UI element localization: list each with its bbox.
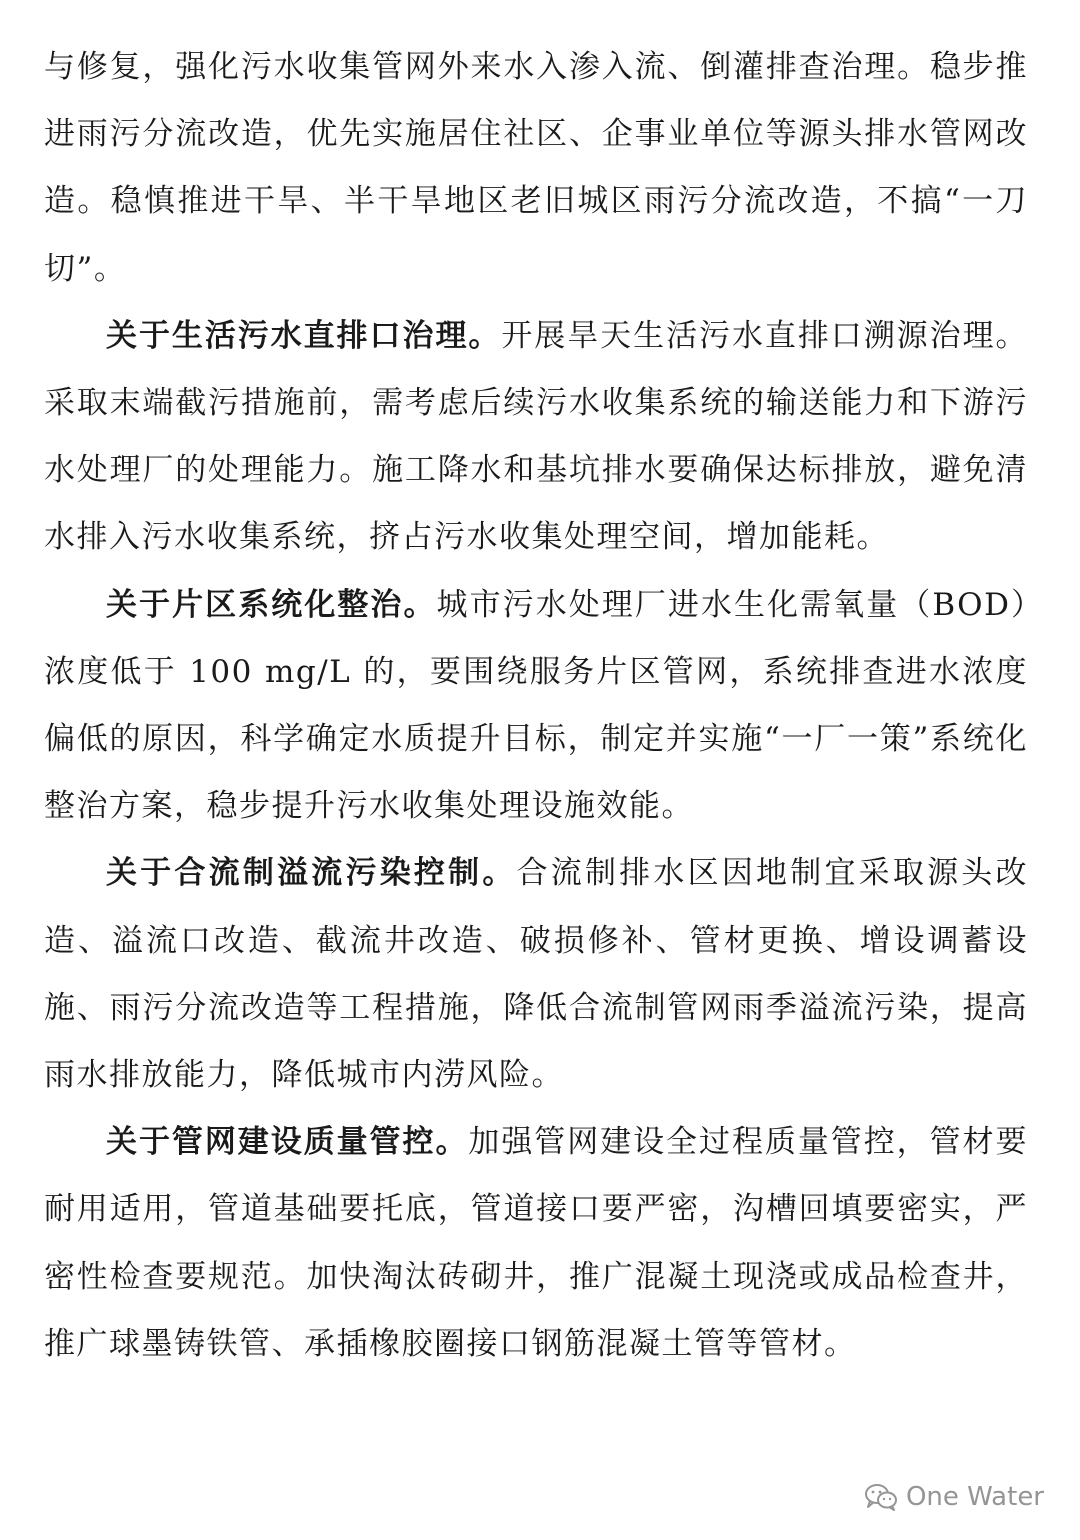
paragraph-text: 与修复，强化污水收集管网外来水入渗入流、倒灌排查治理。稳步推进雨污分流改造，优先实施居住社区、企事业单位等源头排水管网改造。稳慎推进干旱、半干旱地区老旧城区雨污分流改造，不搞“一刀切”。: [44, 49, 1028, 287]
paragraph-sewage-outfall: [44, 303, 1028, 572]
watermark: [864, 1482, 1044, 1512]
document-body: [44, 34, 1028, 1378]
paragraph-title: 关于生活污水直排口治理。: [106, 317, 502, 354]
paragraph-text: 加强管网建设全过程质量管控，管材要耐用适用，管道基础要托底，管道接口要严密，沟槽回填要密实，严密性检查要规范。加快淘汰砖砌井，推广混凝土现浇或成品检查井，推广球墨铸铁管、承插橡胶圈接口钢筋混凝土管等管材。: [44, 1124, 1028, 1362]
paragraph-text: 开展旱天生活污水直排口溯源治理。采取末端截污措施前，需考虑后续污水收集系统的输送能力和下游污水处理厂的处理能力。施工降水和基坑排水要确保达标排放，避免清水排入污水收集系统，挤占污水收集处理空间，增加能耗。: [44, 317, 1029, 556]
paragraph-combined-overflow: [44, 840, 1028, 1109]
wechat-icon: [864, 1482, 898, 1512]
paragraph-continuation: [44, 34, 1028, 303]
paragraph-district-remediation: [44, 572, 1028, 841]
paragraph-title: 关于片区系统化整治。: [106, 586, 437, 623]
paragraph-text: 城市污水处理厂进水生化需氧量（BOD）浓度低于 100 mg/L 的，要围绕服务片区管网，系统排查进水浓度偏低的原因，科学确定水质提升目标，制定并实施“一厂一策”系统化整治方案，稳步提升污水收集处理设施效能。: [44, 586, 1029, 825]
paragraph-pipe-quality: [44, 1109, 1028, 1378]
paragraph-text: 合流制排水区因地制宜采取源头改造、溢流口改造、截流井改造、破损修补、管材更换、增设调蓄设施、雨污分流改造等工程措施，降低合流制管网雨季溢流污染，提高雨水排放能力，降低城市内涝风险。: [44, 855, 1029, 1094]
paragraph-title: 关于合流制溢流污染控制。: [106, 855, 517, 892]
paragraph-title: 关于管网建设质量管控。: [106, 1124, 469, 1161]
watermark-text: One Water: [905, 1482, 1044, 1512]
